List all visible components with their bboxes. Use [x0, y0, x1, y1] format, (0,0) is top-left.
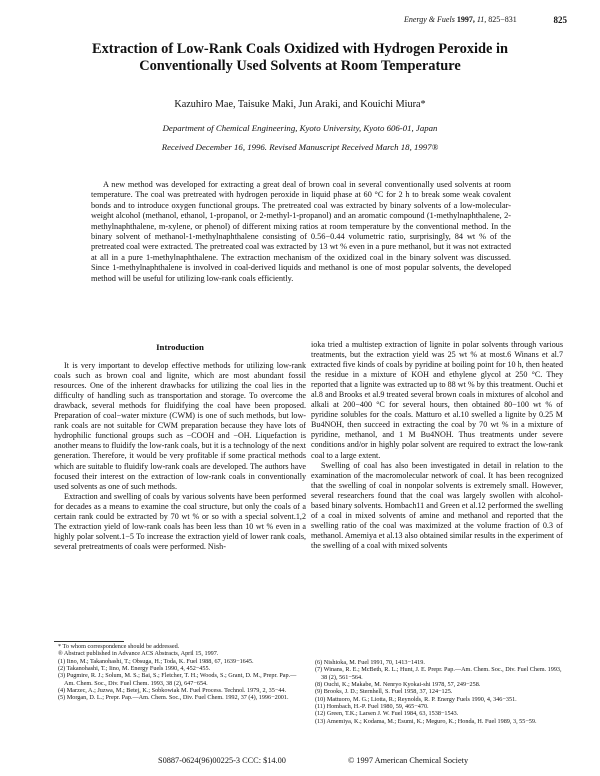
article-title: Extraction of Low-Rank Coals Oxidized with Hydrogen Peroxide in Conventionally Used Solvents at Room Temperature — [91, 41, 508, 74]
paragraph: Swelling of coal has also been investigated in detail in relation to the examination of the macromolecular network of coal. It has been recognized that the swelling of coal in nonpolar solvents is extremely small. However, several researchers found that the coal was largely swollen with alcohol-based binary solvents. Hombach11 and Green et al.12 performed the swelling of a coal in mixed solvents of amine and methanol and reported that the swelling ratio of the coal was maximized at the volume fraction of 0.3 of methanol. Amemiya et al.13 also obtained similar results in the experiment of the swelling of a coal with mixed solvents — [311, 460, 563, 550]
abstract: A new method was developed for extracting a great deal of brown coal in several conventionally used solvents at room temperature. The coal was pretreated with hydrogen peroxide in liquid phase at 60 °C for 2 h to break some weak covalent bonds and to introduce oxygen functional groups. The pretreated coal was extracted by binary solvents of a low-molecular-weight alcohol (methanol, ethanol, 1-propanol, or 2-methyl-1-propanol) and an aromatic compound (1-methylnaphthalene, 2-methylnaphthalene, m-xylene, or phenol) of different mixing ratios at room temperature by the conventional method. In the binary solvent of methanol-1-methylnaphthalene consisting of 0.56−0.44 volumetric ratio, surprisingly, 84 wt % of the pretreated coal were extracted. The pretreated coal was extracted by 13 wt % even in a pure methanol, but it was not extracted at all in a pure 1-methylnaphthalene. The extraction mechanism of the oxidized coal in the binary solvent was discussed. Since 1-methylnaphthalene is involved in coal-derived liquids and methanol is one of most popular solvents, the developed method will be useful for utilizing low-rank coals efficiently. — [91, 180, 511, 283]
journal-year: 1997, — [456, 15, 475, 24]
journal-pages: 825−831 — [488, 15, 517, 24]
paragraph: Extraction and swelling of coals by various solvents have been performed for decades as a means to examine the coal structure, but only the coals of a certain rank could be extracted by 70 wt % or so with a special solvent.1,2 The extraction yield of low-rank coals has been less than 10 wt % even in a highly polar solvent.1−5 To increase the extraction yield of lower rank coals, several pretreatments of coals were performed. Nish- — [54, 491, 306, 551]
footnote: (4) Marzec, A.; Juzwa, M.; Betej, K.; Sobkowiak M. Fuel Process. Technol. 1979, 2, 35−44. — [58, 687, 287, 695]
article-code: S0887-0624(96)00225-3 CCC: $14.00 — [158, 756, 286, 765]
section-heading: Introduction — [156, 342, 204, 352]
received-dates: Received December 16, 1996. Revised Manuscript Received March 18, 1997® — [161, 142, 439, 152]
paragraph: ioka tried a multistep extraction of lignite in polar solvents through various treatments, but the extraction yield was 25 wt % at most.6 Winans et al.7 extracted five kinds of coals by pyridine at boiling point for 10 h, then heated the residue in a mixture of KOH and ethylene glycol at 250 °C. They reported that a lignite was extracted up to 88 wt % by this treatment. Ouchi et al.8 and Brooks et al.9 treated several brown coals in mixtures of alcohol and alkali at 200−400 °C for several hours, then obtained 80−100 wt % of pyridine solubles for the coals. Matturo et al.10 swelled a lignite by 0.25 M Bu4NOH, then succeed in extracting the coal by 70 wt % in a mixture of pyridine, methanol, and 1 M Bu4NOH. Thus treatments under severe conditions and/or in highly polar solvent are required to extract the low-rank coal to a large extent. — [311, 340, 563, 460]
journal-citation — [404, 15, 517, 24]
journal-name: Energy & Fuels — [404, 15, 455, 24]
footnote: (6) Nishioka, M. Fuel 1991, 70, 1413−1419. — [315, 659, 425, 666]
left-column — [54, 340, 306, 552]
author-list: Kazuhiro Mae, Taisuke Maki, Jun Araki, and Kouichi Miura* — [174, 99, 426, 110]
footnotes-left — [54, 643, 306, 702]
footnote-rule — [54, 641, 124, 642]
right-column — [311, 340, 563, 551]
journal-volume: 11, — [476, 15, 487, 24]
footnote: (13) Amemiya, K.; Kodama, M.; Esumi, K.; Meguro, K.; Honda, H. Fuel 1989, 3, 55−59. — [315, 717, 537, 725]
footnote: (10) Mattuoro, M. G.; Liotta, R.; Reynolds, R. P. Energy Fuels 1990, 4, 346−351. — [315, 695, 517, 703]
footnote: (8) Ouchi, K.; Makabe, M. Nenryo Kyokai-shi 1978, 57, 249−258. — [315, 681, 481, 689]
footnote: (11) Hombach, H.-P. Fuel 1980, 59, 465−470. — [315, 703, 429, 711]
footnote: (9) Brooks, J. D.; Sternhell, S. Fuel 1958, 37, 124−125. — [315, 688, 453, 696]
footnote: (1) Iino, M.; Takanohashi, T.; Obsuga, H.; Toda, K. Fuel 1988, 67, 1639−1645. — [58, 657, 254, 665]
footnote: (5) Morgan, D. L.; Prepr. Pap.—Am. Chem. Soc., Div. Fuel Chem. 1992, 37 (4), 1996−2001. — [58, 694, 289, 702]
footnotes-right — [311, 659, 563, 725]
footnote: ® Abstract published in Advance ACS Abstracts, April 15, 1997. — [58, 650, 219, 658]
footnote: (12) Green, T.K.; Larsen J. W. Fuel 1984, 63, 1538−1543. — [315, 710, 459, 718]
footnote: (7) Winans, R. E.; McBeth, R. L.; Hunt, J. E. Prepr. Pap.—Am. Chem. Soc., Div. Fuel Chem. 1993, 38 (2), 561−564. — [315, 666, 562, 681]
footnote: * To whom correspondence should be addressed. — [58, 643, 180, 650]
copyright: © 1997 American Chemical Society — [348, 756, 469, 765]
footnote: (3) Pugmire, R. J.; Solum, M. S.; Bai, S.; Fletcher, T. H.; Woods, S.; Grant, D. M., Prepr. Pap.—Am. Chem. Soc., Div. Fuel Chem. 1993, 38 (2), 647−654. — [58, 672, 297, 687]
affiliation: Department of Chemical Engineering, Kyoto University, Kyoto 606-01, Japan — [162, 123, 438, 133]
footnote: (2) Takanohashi, T.; Iino, M. Energy Fuels 1990, 4, 452−455. — [58, 665, 211, 673]
page-number: 825 — [553, 15, 567, 25]
paragraph: It is very important to develop effective methods for utilizing low-rank coals such as brown coal and lignite, which are most abundant fossil resources. One of the inherent drawbacks for utilizing the coal lies in the difficulty of handling such as transportation and storage. To overcome the drawback, several methods for fluidifying the coal have been proposed. Preparation of coal−water mixture (CWM) is one of such methods, but low-rank coals are not suitable for CWM preparation because they have lots of hydrophilic functional groups such as −COOH and −OH. Liquefaction is another means to fluidify the low-rank coals, but it is a technology of the next generation. Therefore, it would be very profitable if some practical methods which are suitable to fluidify low-rank coals are developed. The authors have focused their interest on the extraction of low-rank coals in conventionally used solvents as one of such methods. — [54, 361, 306, 491]
